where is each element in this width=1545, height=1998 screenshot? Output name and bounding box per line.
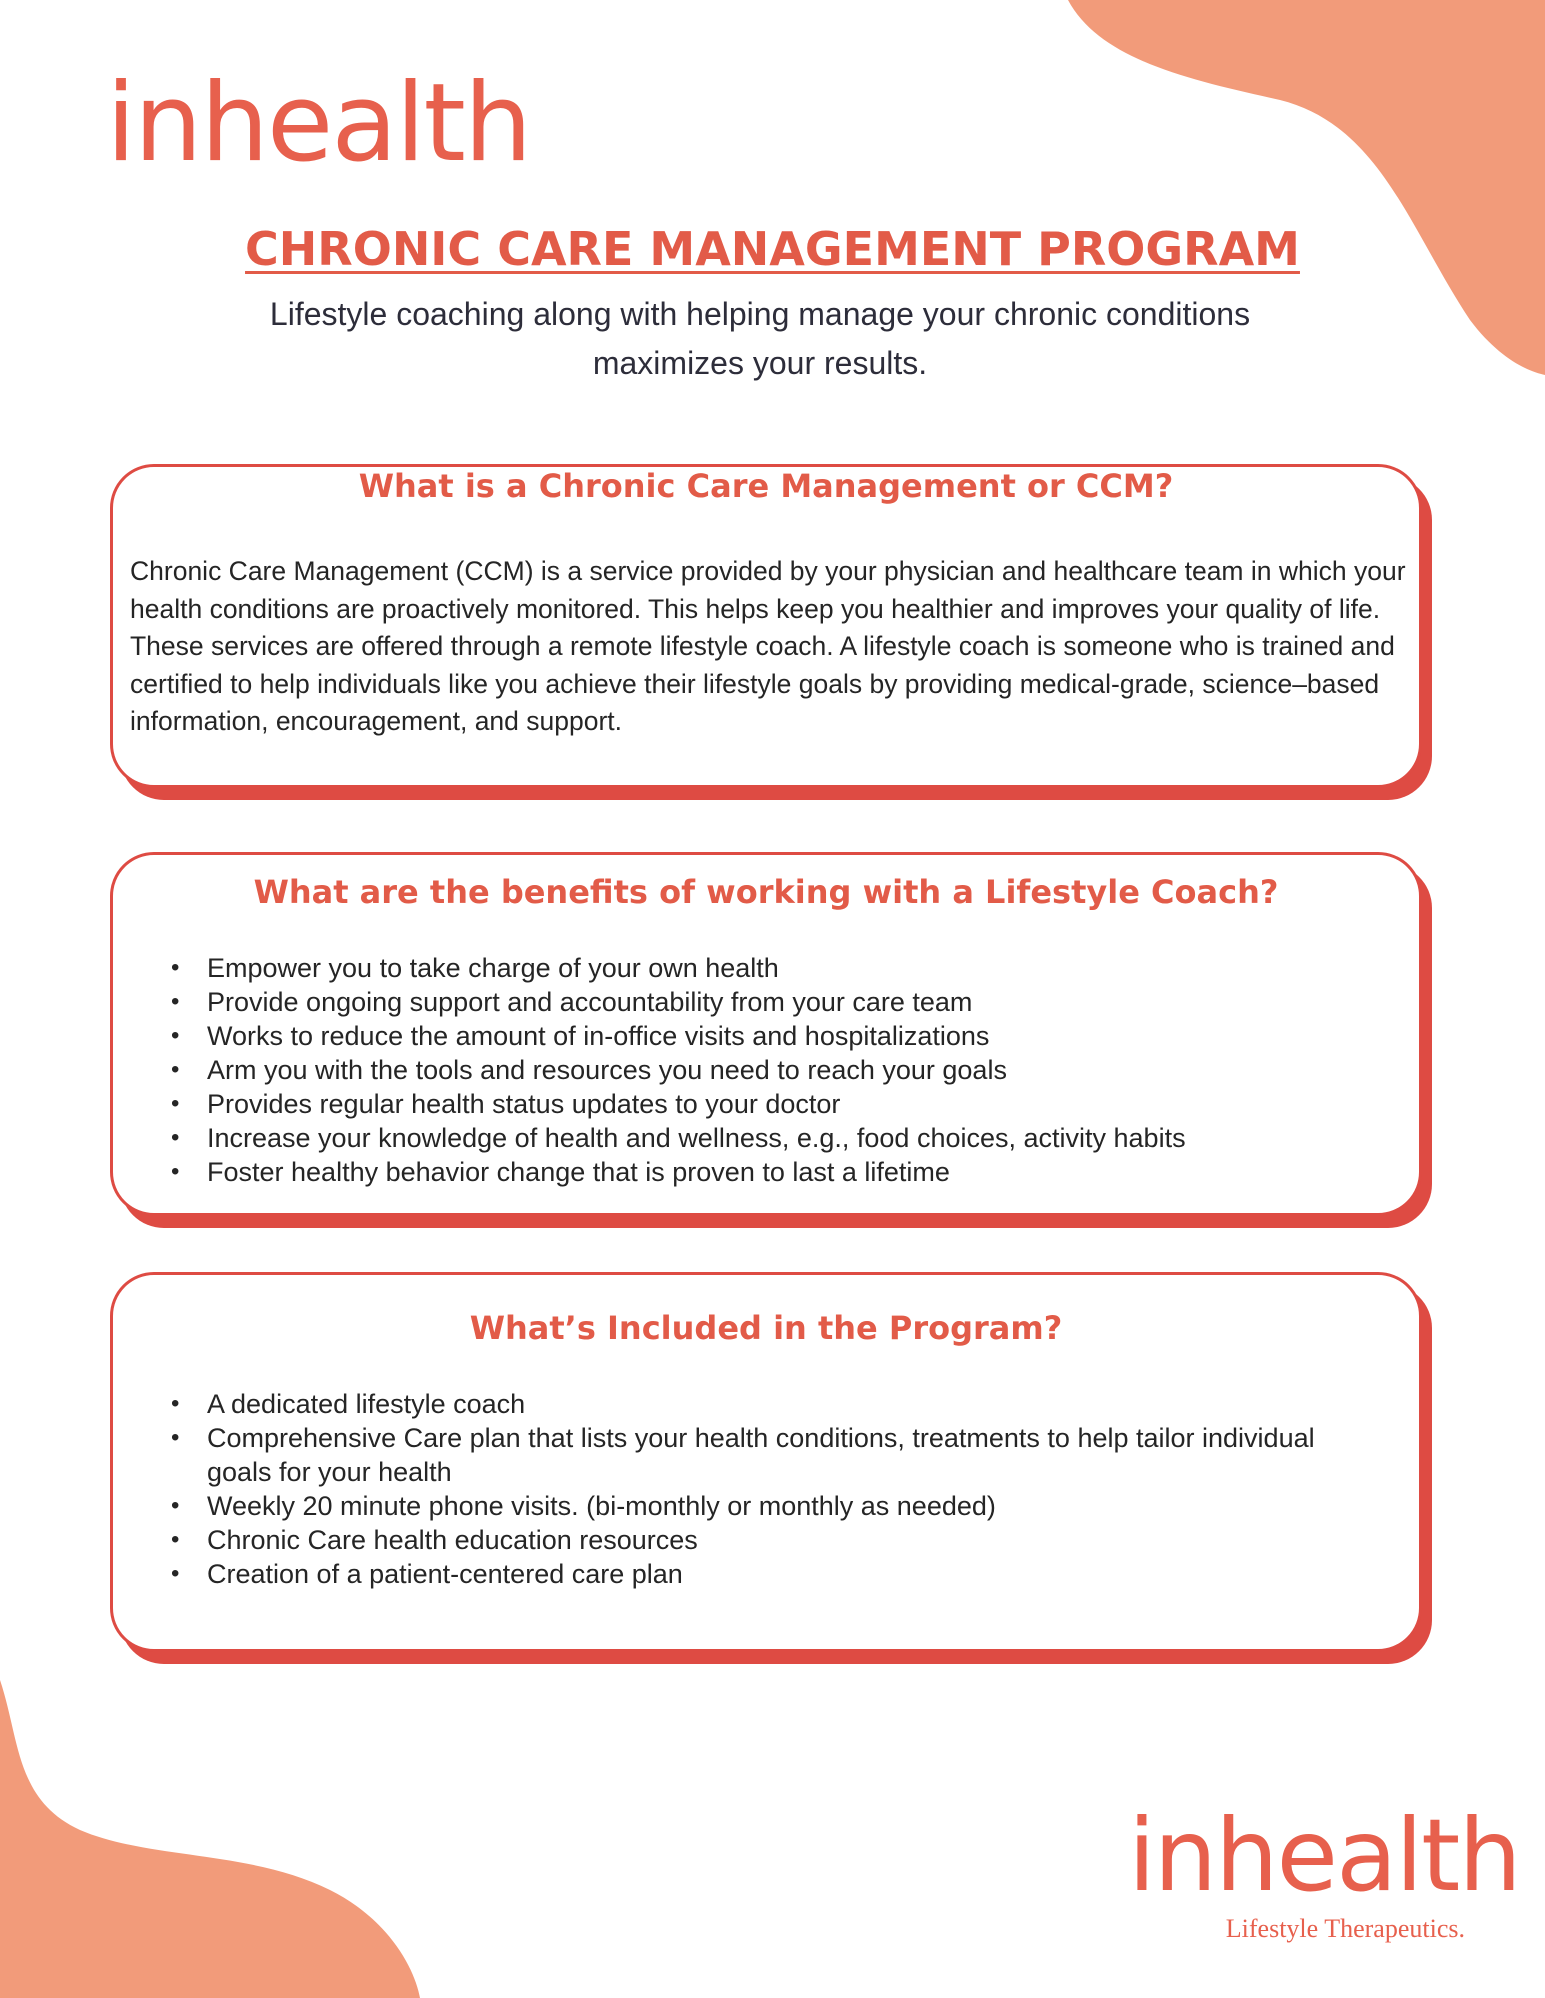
bullet-icon: • [171, 1424, 180, 1451]
list-item [171, 951, 1379, 985]
list-item-text: Increase your knowledge of health and wellness, e.g., food choices, activity habits [207, 1123, 1186, 1153]
bullet-icon: • [171, 1090, 180, 1117]
brand-tagline: Lifestyle Therapeutics. [1225, 1914, 1465, 1943]
ccm-description: Chronic Care Management (CCM) is a service provided by your physician and healthcare team in which your health conditions are proactively monitored. This helps keep you healthier and improves your quality of life. These services are offered through a remote lifestyle coach. A lifestyle coach is someone who is trained and certified to help individuals like you achieve their lifestyle goals by providing medical-grade, science–based information, encouragement, and support. [130, 556, 1406, 737]
logo-top: inhealth [106, 61, 531, 186]
list-item [171, 1053, 1379, 1087]
bullet-icon: • [171, 1056, 180, 1083]
list-item [171, 1489, 1379, 1523]
bullet-icon: • [171, 954, 180, 981]
benefits-card [110, 852, 1422, 1216]
list-item-text: Creation of a patient-centered care plan [207, 1559, 683, 1589]
card-heading-benefits: What are the benefits of working with a Lifestyle Coach? [253, 873, 1279, 911]
page-title: CHRONIC CARE MANAGEMENT PROGRAM [245, 222, 1300, 276]
program-inclusions-card [110, 1272, 1422, 1652]
list-item-text: Provides regular health status updates to your doctor [207, 1089, 841, 1119]
list-item-text: Comprehensive Care plan that lists your health conditions, treatments to help tailor individual goals for your health [207, 1423, 1315, 1487]
list-item-text: Weekly 20 minute phone visits. (bi-monthly or monthly as needed) [207, 1491, 996, 1521]
list-item [171, 1019, 1379, 1053]
list-item [171, 1557, 1379, 1591]
list-item-text: Works to reduce the amount of in-office visits and hospitalizations [207, 1021, 990, 1051]
page-subtitle: Lifestyle coaching along with helping manage your chronic conditions maximizes your results. [269, 296, 1251, 381]
bullet-icon: • [171, 1022, 180, 1049]
inclusions-list [171, 1387, 1379, 1591]
bullet-icon: • [171, 1492, 180, 1519]
bottom-left-blob [0, 1680, 430, 1998]
bullet-icon: • [171, 1390, 180, 1417]
list-item-text: Provide ongoing support and accountability from your care team [207, 987, 973, 1017]
list-item-text: Foster healthy behavior change that is proven to last a lifetime [207, 1157, 950, 1187]
bullet-icon: • [171, 1124, 180, 1151]
bullet-icon: • [171, 1158, 180, 1185]
logo-bottom: inhealth [1128, 1797, 1520, 1914]
list-item-text: Arm you with the tools and resources you need to reach your goals [207, 1055, 1007, 1085]
card-heading-included: What’s Included in the Program? [469, 1309, 1063, 1347]
list-item [171, 1387, 1379, 1421]
list-item [171, 985, 1379, 1019]
bullet-icon: • [171, 1560, 180, 1587]
bullet-icon: • [171, 988, 180, 1015]
list-item [171, 1155, 1379, 1189]
list-item [171, 1523, 1379, 1557]
list-item [171, 1421, 1379, 1489]
ccm-definition-card [110, 464, 1422, 788]
list-item-text: Chronic Care health education resources [207, 1525, 698, 1555]
benefits-list [171, 951, 1379, 1189]
list-item-text: Empower you to take charge of your own health [207, 953, 779, 983]
card-heading-ccm: What is a Chronic Care Management or CCM? [358, 467, 1174, 505]
list-item-text: A dedicated lifestyle coach [207, 1389, 526, 1419]
bullet-icon: • [171, 1526, 180, 1553]
list-item [171, 1087, 1379, 1121]
list-item [171, 1121, 1379, 1155]
